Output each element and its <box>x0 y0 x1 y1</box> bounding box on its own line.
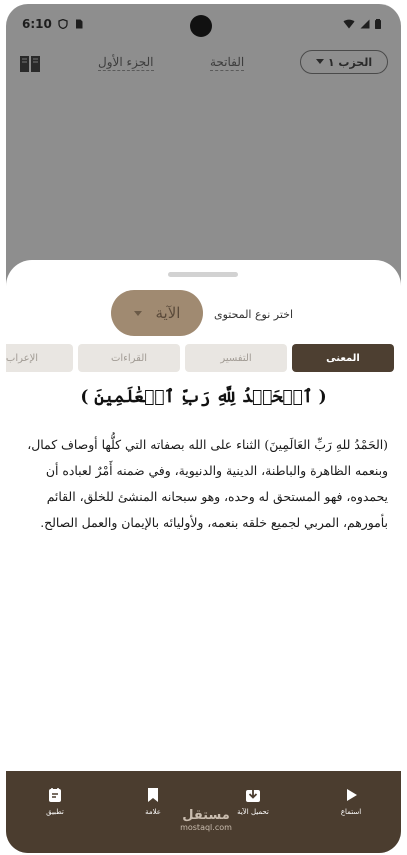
content-type-dropdown[interactable] <box>111 290 203 336</box>
hizb-selector[interactable] <box>300 50 388 74</box>
nav-listen-label: استماع <box>340 808 362 816</box>
juz-selector[interactable]: الجزء الأول <box>98 55 154 69</box>
status-left <box>22 17 84 31</box>
nav-listen[interactable] <box>316 787 386 816</box>
content-type-value: الآية <box>155 304 181 322</box>
content-type-label: اختر نوع المحتوى <box>214 308 294 321</box>
status-right <box>343 19 381 29</box>
tafsir-bottom-sheet <box>6 260 401 772</box>
tab-qiraat[interactable]: القراءات <box>78 344 180 372</box>
reader-header <box>6 46 401 82</box>
battery-icon <box>375 19 381 29</box>
dropdown-arrow-icon <box>134 311 142 316</box>
bookmark-icon <box>145 787 161 803</box>
watermark-sub: mostaql.com <box>180 823 232 832</box>
sheet-drag-handle[interactable] <box>168 272 238 277</box>
watermark-text: مستقل <box>182 808 230 823</box>
tab-meaning[interactable]: المعنى <box>292 344 394 372</box>
shield-icon <box>58 19 68 29</box>
sim-card-icon <box>74 19 84 29</box>
wifi-icon <box>343 19 355 29</box>
download-icon <box>245 787 261 803</box>
hizb-label: الحزب ١ <box>327 55 373 69</box>
chevron-down-icon <box>316 59 324 65</box>
tafsir-body: (الحَمْدُ للهِ رَبِّ العَالَمِينَ) الثناء على الله بصفاته التي كلُّها أوصاف كمال، وبنعمه الظاهرة والباطنة، الدينية والدنيوية، وفي ضمنه أَمْرٌ لعباده أن يحمدوه، فهو المستحق له وحده، وهو سبحانه المنشئ للخلق، القائم بأمورهم، المربي لجميع خلقه بنعمه، ولأوليائه بالإيمان والعمل الصالح. <box>27 437 388 530</box>
ayah-text: ( ٱلۡحَمۡدُ لِلَّهِ رَبِّ ٱلۡعَٰلَمِينَ ) <box>80 387 327 407</box>
signal-icon <box>360 19 370 29</box>
nav-apply[interactable] <box>20 787 90 816</box>
watermark-logo <box>176 810 236 834</box>
surah-selector[interactable]: الفاتحة <box>210 55 245 69</box>
note-icon <box>47 787 63 803</box>
content-tabs <box>6 344 398 374</box>
play-icon <box>343 787 359 803</box>
nav-bookmark-label: علامة <box>145 808 161 816</box>
tab-irab[interactable]: الإعراب <box>6 344 73 372</box>
tab-tafsir[interactable]: التفسير <box>185 344 287 372</box>
nav-apply-label: تطبيق <box>46 808 64 816</box>
book-icon[interactable] <box>18 54 42 74</box>
status-time: 6:10 <box>22 17 52 31</box>
content-type-row <box>6 290 401 340</box>
device-screen <box>6 4 401 853</box>
nav-download-label: تحميل الآية <box>237 808 269 816</box>
camera-cutout <box>190 15 212 37</box>
